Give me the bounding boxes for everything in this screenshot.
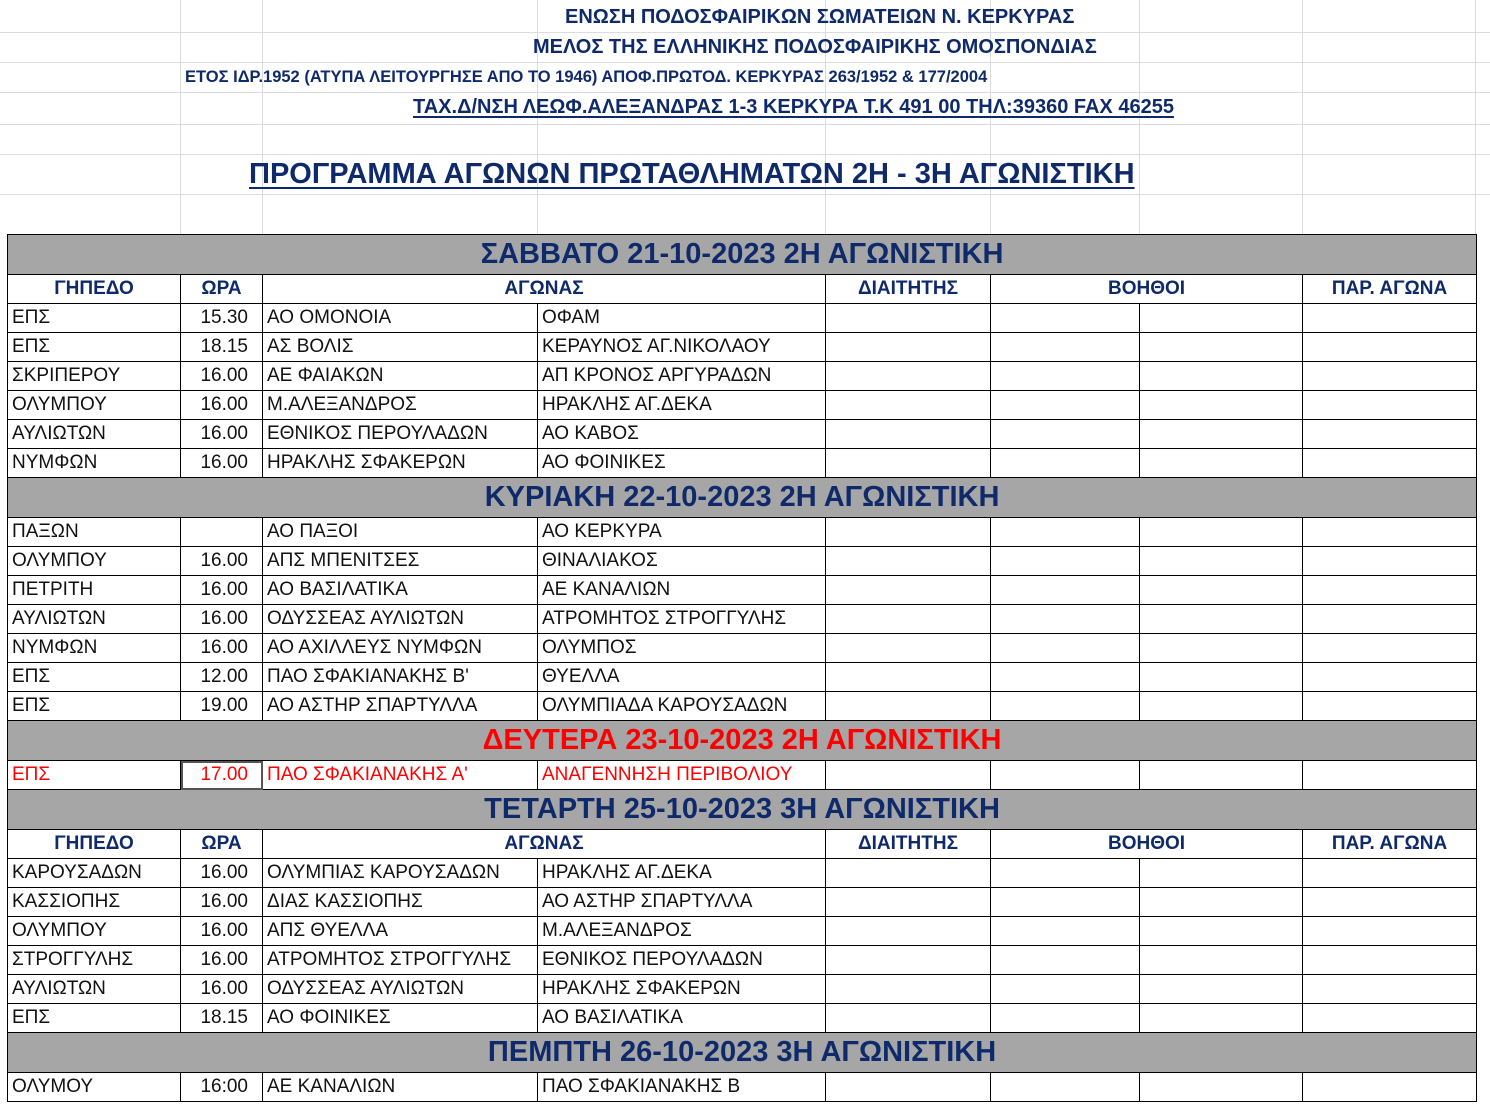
home-team-cell[interactable]: ΑΟ ΦΟΙΝΙΚΕΣ: [263, 1004, 538, 1033]
section-header-row: [8, 721, 1477, 761]
away-team-cell[interactable]: ΗΡΑΚΛΗΣ ΣΦΑΚΕΡΩΝ: [538, 975, 826, 1004]
col-match-header[interactable]: ΑΓΩΝΑΣ: [263, 275, 826, 304]
observer-cell[interactable]: [1303, 888, 1477, 917]
assistant-2-cell[interactable]: [1140, 362, 1303, 391]
field-cell[interactable]: ΝΥΜΦΩΝ: [8, 634, 181, 663]
contact-address: ΤΑΧ.Δ/ΝΣΗ ΛΕΩΦ.ΑΛΕΞΑΝΔΡΑΣ 1-3 ΚΕΡΚΥΡΑ Τ.Κ 491 00 ΤΗΛ:39360 FAX 46255: [413, 96, 1174, 118]
away-team-cell[interactable]: ΑΤΡΟΜΗΤΟΣ ΣΤΡΟΓΓΥΛΗΣ: [538, 605, 826, 634]
col-time-header[interactable]: ΩΡΑ: [181, 830, 263, 859]
home-team-cell[interactable]: ΑΟ ΒΑΣΙΛΑΤΙΚΑ: [263, 576, 538, 605]
match-row: [8, 304, 1477, 333]
assistant-2-cell[interactable]: [1140, 1073, 1303, 1102]
assistant-1-cell[interactable]: [991, 449, 1140, 478]
home-team-cell[interactable]: ΑΟ ΑΣΤΗΡ ΣΠΑΡΤΥΛΛΑ: [263, 692, 538, 721]
section-title[interactable]: ΤΕΤΑΡΤΗ 25-10-2023 3Η ΑΓΩΝΙΣΤΙΚΗ: [8, 790, 1477, 830]
away-team-cell[interactable]: ΟΛΥΜΠΙΑΔΑ ΚΑΡΟΥΣΑΔΩΝ: [538, 692, 826, 721]
field-cell[interactable]: ΣΚΡΙΠΕΡΟΥ: [8, 362, 181, 391]
observer-cell[interactable]: [1303, 663, 1477, 692]
assistant-1-cell[interactable]: [991, 888, 1140, 917]
away-team-cell[interactable]: ΑΠ ΚΡΟΝΟΣ ΑΡΓΥΡΑΔΩΝ: [538, 362, 826, 391]
section-title[interactable]: ΠΕΜΠΤΗ 26-10-2023 3Η ΑΓΩΝΙΣΤΙΚΗ: [8, 1033, 1477, 1073]
assistant-2-cell[interactable]: [1140, 975, 1303, 1004]
assistant-1-cell[interactable]: [991, 975, 1140, 1004]
assistant-1-cell[interactable]: [991, 391, 1140, 420]
time-cell[interactable]: 16.00: [181, 576, 263, 605]
col-referee-header[interactable]: ΔΙΑΙΤΗΤΗΣ: [826, 830, 991, 859]
home-team-cell[interactable]: ΠΑΟ ΣΦΑΚΙΑΝΑΚΗΣ Α': [263, 761, 538, 790]
time-cell[interactable]: 19.00: [181, 692, 263, 721]
section-header-row: [8, 235, 1477, 275]
referee-cell[interactable]: [826, 888, 991, 917]
away-team-cell[interactable]: ΕΘΝΙΚΟΣ ΠΕΡΟΥΛΑΔΩΝ: [538, 946, 826, 975]
assistant-2-cell[interactable]: [1140, 946, 1303, 975]
assistant-1-cell[interactable]: [991, 605, 1140, 634]
founding-info: ΕΤΟΣ ΙΔΡ.1952 (ΑΤΥΠΑ ΛΕΙΤΟΥΡΓΗΣΕ ΑΠΟ ΤΟ 1946) ΑΠΟΦ.ΠΡΩΤΟΔ. ΚΕΡΚΥΡΑΣ 263/1952 & 177/2004: [185, 68, 988, 86]
match-row: [8, 634, 1477, 663]
referee-cell[interactable]: [826, 605, 991, 634]
match-row: [8, 888, 1477, 917]
time-cell[interactable]: 18.15: [181, 333, 263, 362]
match-row: [8, 449, 1477, 478]
observer-cell[interactable]: [1303, 975, 1477, 1004]
home-team-cell[interactable]: ΟΛΥΜΠΙΑΣ ΚΑΡΟΥΣΑΔΩΝ: [263, 859, 538, 888]
assistant-1-cell[interactable]: [991, 518, 1140, 547]
observer-cell[interactable]: [1303, 576, 1477, 605]
match-row: [8, 1004, 1477, 1033]
col-assistants-header[interactable]: ΒΟΗΘΟΙ: [991, 275, 1303, 304]
observer-cell[interactable]: [1303, 917, 1477, 946]
section-title[interactable]: ΣΑΒΒΑΤΟ 21-10-2023 2Η ΑΓΩΝΙΣΤΙΚΗ: [8, 235, 1477, 275]
home-team-cell[interactable]: Μ.ΑΛΕΞΑΝΔΡΟΣ: [263, 391, 538, 420]
time-cell[interactable]: 17.00: [181, 761, 263, 790]
referee-cell[interactable]: [826, 975, 991, 1004]
away-team-cell[interactable]: ΟΦΑΜ: [538, 304, 826, 333]
observer-cell[interactable]: [1303, 449, 1477, 478]
referee-cell[interactable]: [826, 946, 991, 975]
home-team-cell[interactable]: ΑΕ ΚΑΝΑΛΙΩΝ: [263, 1073, 538, 1102]
assistant-1-cell[interactable]: [991, 859, 1140, 888]
field-cell[interactable]: ΚΑΡΟΥΣΑΔΩΝ: [8, 859, 181, 888]
away-team-cell[interactable]: ΚΕΡΑΥΝΟΣ ΑΓ.ΝΙΚΟΛΑΟΥ: [538, 333, 826, 362]
home-team-cell[interactable]: ΟΔΥΣΣΕΑΣ ΑΥΛΙΩΤΩΝ: [263, 605, 538, 634]
time-cell[interactable]: 16.00: [181, 605, 263, 634]
assistant-1-cell[interactable]: [991, 1073, 1140, 1102]
home-team-cell[interactable]: ΑΤΡΟΜΗΤΟΣ ΣΤΡΟΓΓΥΛΗΣ: [263, 946, 538, 975]
federation-membership: ΜΕΛΟΣ ΤΗΣ ΕΛΛΗΝΙΚΗΣ ΠΟΔΟΣΦΑΙΡΙΚΗΣ ΟΜΟΣΠΟΝΔΙΑΣ: [533, 36, 1097, 58]
assistant-2-cell[interactable]: [1140, 761, 1303, 790]
schedule-table: [7, 234, 1477, 1102]
col-referee-header[interactable]: ΔΙΑΙΤΗΤΗΣ: [826, 275, 991, 304]
time-cell[interactable]: 16.00: [181, 547, 263, 576]
referee-cell[interactable]: [826, 859, 991, 888]
field-cell[interactable]: ΠΑΞΩΝ: [8, 518, 181, 547]
home-team-cell[interactable]: ΑΟ ΟΜΟΝΟΙΑ: [263, 304, 538, 333]
col-observer-header[interactable]: ΠΑΡ. ΑΓΩΝΑ: [1303, 275, 1477, 304]
assistant-1-cell[interactable]: [991, 761, 1140, 790]
time-cell[interactable]: 16:00: [181, 1073, 263, 1102]
referee-cell[interactable]: [826, 692, 991, 721]
assistant-2-cell[interactable]: [1140, 917, 1303, 946]
home-team-cell[interactable]: ΔΙΑΣ ΚΑΣΣΙΟΠΗΣ: [263, 888, 538, 917]
assistant-1-cell[interactable]: [991, 692, 1140, 721]
field-cell[interactable]: ΕΠΣ: [8, 692, 181, 721]
field-cell[interactable]: ΟΛΥΜΟΥ: [8, 1073, 181, 1102]
assistant-2-cell[interactable]: [1140, 547, 1303, 576]
col-field-header[interactable]: ΓΗΠΕΔΟ: [8, 275, 181, 304]
away-team-cell[interactable]: Μ.ΑΛΕΞΑΝΔΡΟΣ: [538, 917, 826, 946]
match-row: [8, 692, 1477, 721]
match-row: [8, 547, 1477, 576]
observer-cell[interactable]: [1303, 859, 1477, 888]
away-team-cell[interactable]: ΗΡΑΚΛΗΣ ΑΓ.ΔΕΚΑ: [538, 391, 826, 420]
match-row: [8, 605, 1477, 634]
away-team-cell[interactable]: ΑΟ ΦΟΙΝΙΚΕΣ: [538, 449, 826, 478]
referee-cell[interactable]: [826, 547, 991, 576]
home-team-cell[interactable]: ΕΘΝΙΚΟΣ ΠΕΡΟΥΛΑΔΩΝ: [263, 420, 538, 449]
home-team-cell[interactable]: ΑΣ ΒΟΛΙΣ: [263, 333, 538, 362]
time-cell[interactable]: 16.00: [181, 859, 263, 888]
assistant-2-cell[interactable]: [1140, 663, 1303, 692]
observer-cell[interactable]: [1303, 1004, 1477, 1033]
assistant-1-cell[interactable]: [991, 304, 1140, 333]
observer-cell[interactable]: [1303, 333, 1477, 362]
home-team-cell[interactable]: ΠΑΟ ΣΦΑΚΙΑΝΑΚΗΣ Β': [263, 663, 538, 692]
assistant-1-cell[interactable]: [991, 634, 1140, 663]
col-match-header[interactable]: ΑΓΩΝΑΣ: [263, 830, 826, 859]
page-title: ΠΡΟΓΡΑΜΜΑ ΑΓΩΝΩΝ ΠΡΩΤΑΘΛΗΜΑΤΩΝ 2Η - 3Η ΑΓΩΝΙΣΤΙΚΗ: [249, 158, 1135, 190]
observer-cell[interactable]: [1303, 362, 1477, 391]
observer-cell[interactable]: [1303, 634, 1477, 663]
field-cell[interactable]: ΚΑΣΣΙΟΠΗΣ: [8, 888, 181, 917]
field-cell[interactable]: ΟΛΥΜΠΟΥ: [8, 391, 181, 420]
assistant-2-cell[interactable]: [1140, 634, 1303, 663]
section-header-row: [8, 790, 1477, 830]
referee-cell[interactable]: [826, 449, 991, 478]
time-cell[interactable]: [181, 518, 263, 547]
assistant-2-cell[interactable]: [1140, 304, 1303, 333]
referee-cell[interactable]: [826, 761, 991, 790]
time-cell[interactable]: 16.00: [181, 391, 263, 420]
away-team-cell[interactable]: ΘΙΝΑΛΙΑΚΟΣ: [538, 547, 826, 576]
assistant-1-cell[interactable]: [991, 333, 1140, 362]
observer-cell[interactable]: [1303, 1073, 1477, 1102]
field-cell[interactable]: ΕΠΣ: [8, 663, 181, 692]
away-team-cell[interactable]: ΑΟ ΒΑΣΙΛΑΤΙΚΑ: [538, 1004, 826, 1033]
match-row: [8, 362, 1477, 391]
away-team-cell[interactable]: ΑΕ ΚΑΝΑΛΙΩΝ: [538, 576, 826, 605]
referee-cell[interactable]: [826, 1073, 991, 1102]
field-cell[interactable]: ΕΠΣ: [8, 304, 181, 333]
match-row: [8, 576, 1477, 605]
section-header-row: [8, 478, 1477, 518]
assistant-2-cell[interactable]: [1140, 692, 1303, 721]
assistant-2-cell[interactable]: [1140, 859, 1303, 888]
referee-cell[interactable]: [826, 576, 991, 605]
assistant-1-cell[interactable]: [991, 362, 1140, 391]
assistant-1-cell[interactable]: [991, 547, 1140, 576]
match-row: [8, 975, 1477, 1004]
assistant-2-cell[interactable]: [1140, 449, 1303, 478]
home-team-cell[interactable]: ΗΡΑΚΛΗΣ ΣΦΑΚΕΡΩΝ: [263, 449, 538, 478]
away-team-cell[interactable]: ΑΟ ΚΕΡΚΥΡΑ: [538, 518, 826, 547]
referee-cell[interactable]: [826, 391, 991, 420]
assistant-1-cell[interactable]: [991, 420, 1140, 449]
away-team-cell[interactable]: ΘΥΕΛΛΑ: [538, 663, 826, 692]
assistant-2-cell[interactable]: [1140, 605, 1303, 634]
home-team-cell[interactable]: ΟΔΥΣΣΕΑΣ ΑΥΛΙΩΤΩΝ: [263, 975, 538, 1004]
assistant-1-cell[interactable]: [991, 1004, 1140, 1033]
match-row: [8, 946, 1477, 975]
referee-cell[interactable]: [826, 917, 991, 946]
time-cell[interactable]: 16.00: [181, 362, 263, 391]
field-cell[interactable]: ΕΠΣ: [8, 761, 181, 790]
match-row: [8, 420, 1477, 449]
home-team-cell[interactable]: ΑΟ ΠΑΞΟΙ: [263, 518, 538, 547]
referee-cell[interactable]: [826, 663, 991, 692]
assistant-2-cell[interactable]: [1140, 391, 1303, 420]
observer-cell[interactable]: [1303, 420, 1477, 449]
time-cell[interactable]: 12.00: [181, 663, 263, 692]
field-cell[interactable]: ΟΛΥΜΠΟΥ: [8, 917, 181, 946]
field-cell[interactable]: ΕΠΣ: [8, 333, 181, 362]
time-cell[interactable]: 16.00: [181, 634, 263, 663]
away-team-cell[interactable]: ΑΟ ΑΣΤΗΡ ΣΠΑΡΤΥΛΛΑ: [538, 888, 826, 917]
union-name: ΕΝΩΣΗ ΠΟΔΟΣΦΑΙΡΙΚΩΝ ΣΩΜΑΤΕΙΩΝ Ν. ΚΕΡΚΥΡΑΣ: [565, 6, 1075, 28]
match-row: [8, 333, 1477, 362]
col-observer-header[interactable]: ΠΑΡ. ΑΓΩΝΑ: [1303, 830, 1477, 859]
match-row: [8, 917, 1477, 946]
assistant-2-cell[interactable]: [1140, 518, 1303, 547]
referee-cell[interactable]: [826, 304, 991, 333]
col-assistants-header[interactable]: ΒΟΗΘΟΙ: [991, 830, 1303, 859]
match-row: [8, 663, 1477, 692]
field-cell[interactable]: ΕΠΣ: [8, 1004, 181, 1033]
assistant-2-cell[interactable]: [1140, 1004, 1303, 1033]
referee-cell[interactable]: [826, 420, 991, 449]
home-team-cell[interactable]: ΑΟ ΑΧΙΛΛΕΥΣ ΝΥΜΦΩΝ: [263, 634, 538, 663]
away-team-cell[interactable]: ΠΑΟ ΣΦΑΚΙΑΝΑΚΗΣ Β: [538, 1073, 826, 1102]
home-team-cell[interactable]: ΑΠΣ ΜΠΕΝΙΤΣΕΣ: [263, 547, 538, 576]
match-row: [8, 761, 1477, 790]
referee-cell[interactable]: [826, 634, 991, 663]
section-title[interactable]: ΔΕΥΤΕΡΑ 23-10-2023 2Η ΑΓΩΝΙΣΤΙΚΗ: [8, 721, 1477, 761]
match-row: [8, 859, 1477, 888]
observer-cell[interactable]: [1303, 518, 1477, 547]
assistant-2-cell[interactable]: [1140, 576, 1303, 605]
time-cell[interactable]: 16.00: [181, 917, 263, 946]
time-cell[interactable]: 16.00: [181, 449, 263, 478]
col-field-header[interactable]: ΓΗΠΕΔΟ: [8, 830, 181, 859]
section-header-row: [8, 1033, 1477, 1073]
time-cell[interactable]: 18.15: [181, 1004, 263, 1033]
match-row: [8, 1073, 1477, 1102]
away-team-cell[interactable]: ΟΛΥΜΠΟΣ: [538, 634, 826, 663]
time-cell[interactable]: 16.00: [181, 975, 263, 1004]
field-cell[interactable]: ΠΕΤΡΙΤΗ: [8, 576, 181, 605]
observer-cell[interactable]: [1303, 391, 1477, 420]
field-cell[interactable]: ΑΥΛΙΩΤΩΝ: [8, 605, 181, 634]
assistant-1-cell[interactable]: [991, 946, 1140, 975]
time-cell[interactable]: 16.00: [181, 420, 263, 449]
col-time-header[interactable]: ΩΡΑ: [181, 275, 263, 304]
time-cell[interactable]: 16.00: [181, 888, 263, 917]
section-title[interactable]: ΚΥΡΙΑΚΗ 22-10-2023 2Η ΑΓΩΝΙΣΤΙΚΗ: [8, 478, 1477, 518]
referee-cell[interactable]: [826, 1004, 991, 1033]
observer-cell[interactable]: [1303, 547, 1477, 576]
referee-cell[interactable]: [826, 362, 991, 391]
field-cell[interactable]: ΑΥΛΙΩΤΩΝ: [8, 420, 181, 449]
field-cell[interactable]: ΟΛΥΜΠΟΥ: [8, 547, 181, 576]
assistant-2-cell[interactable]: [1140, 333, 1303, 362]
assistant-1-cell[interactable]: [991, 663, 1140, 692]
assistant-2-cell[interactable]: [1140, 420, 1303, 449]
home-team-cell[interactable]: ΑΕ ΦΑΙΑΚΩΝ: [263, 362, 538, 391]
home-team-cell[interactable]: ΑΠΣ ΘΥΕΛΛΑ: [263, 917, 538, 946]
away-team-cell[interactable]: ΑΟ ΚΑΒΟΣ: [538, 420, 826, 449]
observer-cell[interactable]: [1303, 692, 1477, 721]
assistant-1-cell[interactable]: [991, 917, 1140, 946]
field-cell[interactable]: ΑΥΛΙΩΤΩΝ: [8, 975, 181, 1004]
field-cell[interactable]: ΣΤΡΟΓΓΥΛΗΣ: [8, 946, 181, 975]
observer-cell[interactable]: [1303, 304, 1477, 333]
match-row: [8, 391, 1477, 420]
referee-cell[interactable]: [826, 518, 991, 547]
observer-cell[interactable]: [1303, 761, 1477, 790]
column-header-row: [8, 275, 1477, 304]
match-row: [8, 518, 1477, 547]
column-header-row: [8, 830, 1477, 859]
field-cell[interactable]: ΝΥΜΦΩΝ: [8, 449, 181, 478]
time-cell[interactable]: 16.00: [181, 946, 263, 975]
away-team-cell[interactable]: ΑΝΑΓΕΝΝΗΣΗ ΠΕΡΙΒΟΛΙΟΥ: [538, 761, 826, 790]
time-cell[interactable]: 15.30: [181, 304, 263, 333]
assistant-1-cell[interactable]: [991, 576, 1140, 605]
away-team-cell[interactable]: ΗΡΑΚΛΗΣ ΑΓ.ΔΕΚΑ: [538, 859, 826, 888]
referee-cell[interactable]: [826, 333, 991, 362]
observer-cell[interactable]: [1303, 946, 1477, 975]
observer-cell[interactable]: [1303, 605, 1477, 634]
assistant-2-cell[interactable]: [1140, 888, 1303, 917]
